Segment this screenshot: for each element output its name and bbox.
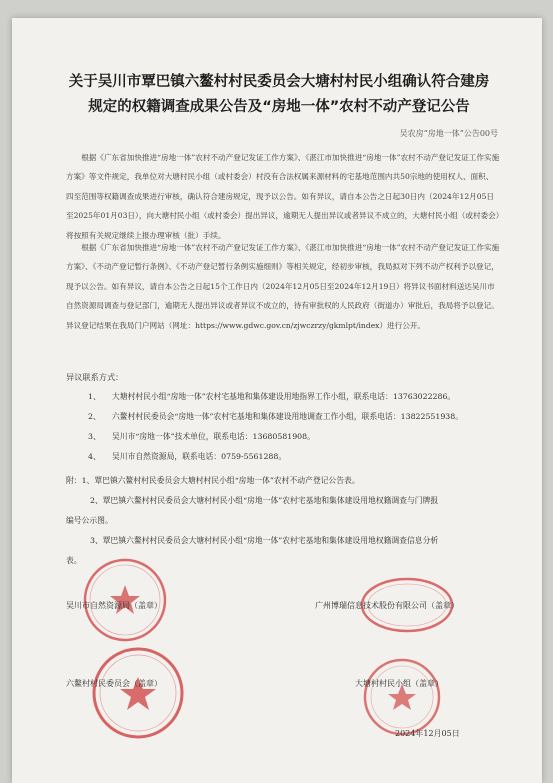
title-line-1: 关于吴川市覃巴镇六鳌村村民委员会大塘村村民小组确认符合建房	[68, 74, 490, 90]
notice-number: 吴农房“房地一体”公告00号	[399, 129, 498, 138]
document-title	[45, 70, 513, 120]
attachment-3-continued: 表。	[66, 556, 82, 565]
contact-item	[66, 427, 496, 447]
attachment-2: 2、覃巴镇六鳌村村民委员会大塘村村民小组“房地一体”农村宅基地和集体建设用地权籍调查与门牌报	[90, 496, 439, 505]
contact-item-number: 1、	[88, 392, 101, 401]
contact-item	[66, 447, 496, 467]
contact-item	[66, 407, 496, 427]
contact-section	[66, 367, 496, 467]
village-group-seal	[360, 655, 444, 739]
signature-village-committee: 六鳌村村民委员会（盖章）	[66, 679, 162, 688]
paragraph-1: 根据《广东省加快推进“房地一体”农村不动产登记发证工作方案》、《湛江市加快推进“房地一体”农村不动产登记发证工作实施方案》等文件规定，我单位对大塘村民小组（或村委会）村没有合法权属来源材料的宅基地范围内共50宗地的使用权人、面积、四至范围等权籍调查成果进行审核，确认符合建房规定，现予以公告。如有异议，请自本公告之日起30日内（2024年12月05日至2025年01月03日），向大塘村民小组（或村委会）提出异议，逾期无人提出异议或者异议不成立的，大塘村民小组（或村委会）将按照有关规定继续上报办理审核（批）手续。	[66, 153, 500, 240]
contact-item-text: 吴川市自然资源局，联系电话：0759-5561288。	[112, 452, 287, 461]
contact-item-text: 六鳌村村民委员会“房地一体”农村宅基地和集体建设用地调查工作小组，联系电话：13822551938。	[112, 412, 464, 421]
signature-village-group: 大塘村村民小组（盖章）	[355, 679, 443, 688]
village-committee-seal	[88, 643, 188, 743]
attachment-3: 3、覃巴镇六鳌村村民委员会大塘村村民小组“房地一体”农村宅基地和集体建设用地权籍调查信息分析	[90, 536, 439, 545]
contact-heading: 异议联系方式：	[66, 372, 124, 382]
contact-item-number: 4、	[88, 452, 101, 461]
document-date: 2024年12月05日	[395, 729, 460, 738]
signature-company: 广州博瑞信息技术股份有限公司（盖章）	[315, 601, 459, 610]
attachment-2-continued: 编号公示图。	[66, 516, 113, 525]
attachment-1: 附：1、覃巴镇六鳌村村民委员会大塘村村民小组“房地一体”农村不动产登记公告表。	[66, 476, 360, 485]
contact-item-text: 大塘村村民小组“房地一体”农村宅基地和集体建设用地指界工作小组，联系电话：13763022286。	[112, 392, 456, 401]
contact-item-number: 2、	[88, 412, 101, 421]
paragraph-2: 根据《广东省加快推进“房地一体”农村不动产登记发证工作方案》、《湛江市加快推进“房地一体”农村不动产登记发证工作实施方案》、《不动产登记暂行条例》、《不动产登记暂行条例实施细则》等相关规定，经初步审核，我局拟对下列不动产权利予以登记，现予以公告。如有异议，请自本公告之日起15个工作日内（2024年12月05日至2024年12月19日）将异议书面材料送达吴川市自然资源局调查与登记部门，逾期无人提出异议或者异议不成立的，待有审批权的人民政府（街道办）审批后，我局将予以登记。异议登记结果在我局门户网站（网址：https://www.gdwc.gov.cn/zjwczrzy/gkmlpt/index）进行公开。	[66, 243, 500, 330]
contact-item	[66, 387, 496, 407]
contact-item-text: 吴川市“房地一体”技术单位，联系电话：13680581908。	[112, 432, 315, 441]
signature-resources-bureau: 吴川市自然资源局（盖章）	[66, 601, 162, 610]
title-line-2: 规定的权籍调查成果公告及“房地一体”农村不动产登记公告	[88, 99, 470, 115]
contact-item-number: 3、	[88, 432, 101, 441]
